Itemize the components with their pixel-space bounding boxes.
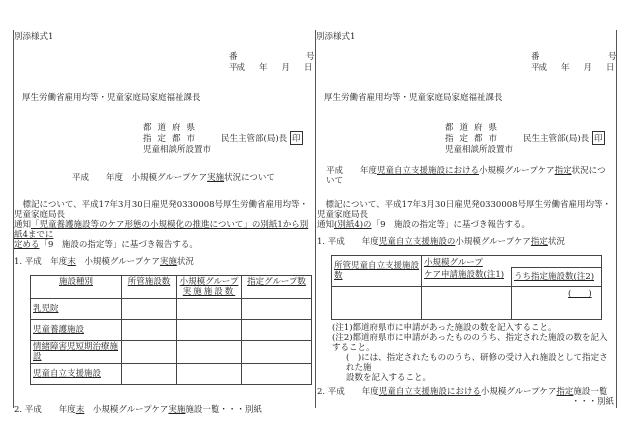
sender-title: 民生主管部(局)長 bbox=[221, 134, 288, 144]
table-row bbox=[31, 299, 312, 320]
date-line: 平成 年 月 日 bbox=[531, 63, 614, 73]
row-label: 児童自立支援施設 bbox=[31, 364, 122, 385]
seal-mark: 印 bbox=[592, 131, 605, 145]
note-2-cont: ( )には、指定されたもののうち、研修の受け入れ施設として指定された施 bbox=[346, 353, 608, 373]
seal-mark: 印 bbox=[290, 131, 303, 145]
header-applied-1: 小規模グループ bbox=[424, 258, 483, 268]
doc-title: 平成 年度 小規模グループケア実施状況について bbox=[72, 173, 275, 183]
note-2-cont: 設数を記入すること。 bbox=[346, 373, 432, 383]
right-body-column bbox=[317, 200, 614, 407]
note-1: (注1)都道府県市に申請があった施設の数を記入すること。 bbox=[332, 323, 557, 333]
notes bbox=[332, 323, 614, 383]
header-count: 所管施設数 bbox=[122, 276, 177, 299]
header-applied-2: ケア申請施設数(注1) bbox=[424, 270, 505, 280]
number-label: 番 bbox=[531, 52, 540, 62]
facility-table bbox=[30, 275, 312, 385]
doc-title: 平成 年度児童自立支援施設における小規模グループケア指定状況について bbox=[326, 166, 606, 186]
note-2: (注2)都道府県市に申請があったもののうち、指定された施設の数を記入すること。 bbox=[332, 333, 608, 353]
sender-prefecture: 都道府県 bbox=[445, 123, 504, 133]
header-designated: うち指定施設数(注2) bbox=[514, 272, 595, 282]
addressee: 厚生労働省雇用均等・児童家庭局家庭福祉課長 bbox=[22, 93, 201, 103]
addressee: 厚生労働省雇用均等・児童家庭局家庭福祉課長 bbox=[324, 93, 503, 103]
row-label: 乳児院 bbox=[31, 299, 122, 320]
page-border-right bbox=[616, 30, 617, 408]
section-1-heading: 1. 平成 年度末 小規模グループケア実施状況 bbox=[14, 257, 194, 267]
number-suffix: 号 bbox=[608, 52, 617, 62]
row-label: 児童養護施設 bbox=[31, 320, 122, 341]
header-type: 施設種別 bbox=[31, 276, 122, 299]
left-body-column bbox=[14, 200, 312, 415]
page-border-divider bbox=[315, 30, 316, 408]
sender-consult: 児童相談所設置市 bbox=[445, 145, 514, 155]
section-1-heading: 1. 平成 年度児童自立支援施設の小規模グループケア指定状況 bbox=[317, 237, 565, 247]
table-row bbox=[31, 341, 312, 364]
appendix-ref: ・・・別紙 bbox=[571, 397, 614, 407]
sender-city: 指定都市 bbox=[445, 134, 504, 144]
body-line: 標記について、平成17年3月30日雇児発0330008号厚生労働省雇用均等・児童家庭局長 bbox=[14, 200, 309, 220]
section-2-heading: 2. 平成 年度末 小規模グループケア実施施設一覧・・・別紙 bbox=[14, 405, 262, 415]
header-designated: 指定グループ数 bbox=[242, 276, 312, 299]
header-total: 所管児童自立支援施設数 bbox=[334, 261, 420, 281]
table-row bbox=[31, 364, 312, 385]
sender-consult: 児童相談所設置市 bbox=[143, 145, 212, 155]
date-line: 平成 年 月 日 bbox=[229, 63, 312, 73]
form-label: 別添様式1 bbox=[14, 32, 54, 42]
sender-prefecture: 都道府県 bbox=[143, 123, 202, 133]
row-label: 情緒障害児短期治療施設 bbox=[31, 341, 122, 364]
body-line: 通知(別紙4)の「9 施設の指定等」に基づき報告する。 bbox=[317, 220, 530, 230]
designation-table bbox=[331, 255, 602, 320]
table-row bbox=[31, 320, 312, 341]
number-suffix: 号 bbox=[306, 52, 315, 62]
body-line: 通知「児童養護施設等のケア形態の小規模化の推進について」の別紙1から別紙4までに bbox=[14, 220, 309, 240]
section-2-heading: 2. 平成 年度児童自立支援施設における小規模グループケア指定施設一覧 bbox=[317, 387, 608, 397]
header-small-group: 小規模グループ 実施施設数 bbox=[177, 276, 242, 299]
sender-title: 民生主管部(局)長 bbox=[523, 134, 590, 144]
body-line: 標記について、平成17年3月30日雇児発0330008号厚生労働省雇用均等・児童家庭局長 bbox=[317, 200, 612, 220]
body-line: 定める「9 施設の指定等」に基づき報告する。 bbox=[14, 240, 198, 250]
form-label: 別添様式1 bbox=[316, 32, 356, 42]
sender-city: 指定都市 bbox=[143, 134, 202, 144]
table-header-row bbox=[31, 276, 312, 299]
training-count-paren: ( ) bbox=[568, 289, 592, 299]
number-label: 番 bbox=[229, 52, 238, 62]
